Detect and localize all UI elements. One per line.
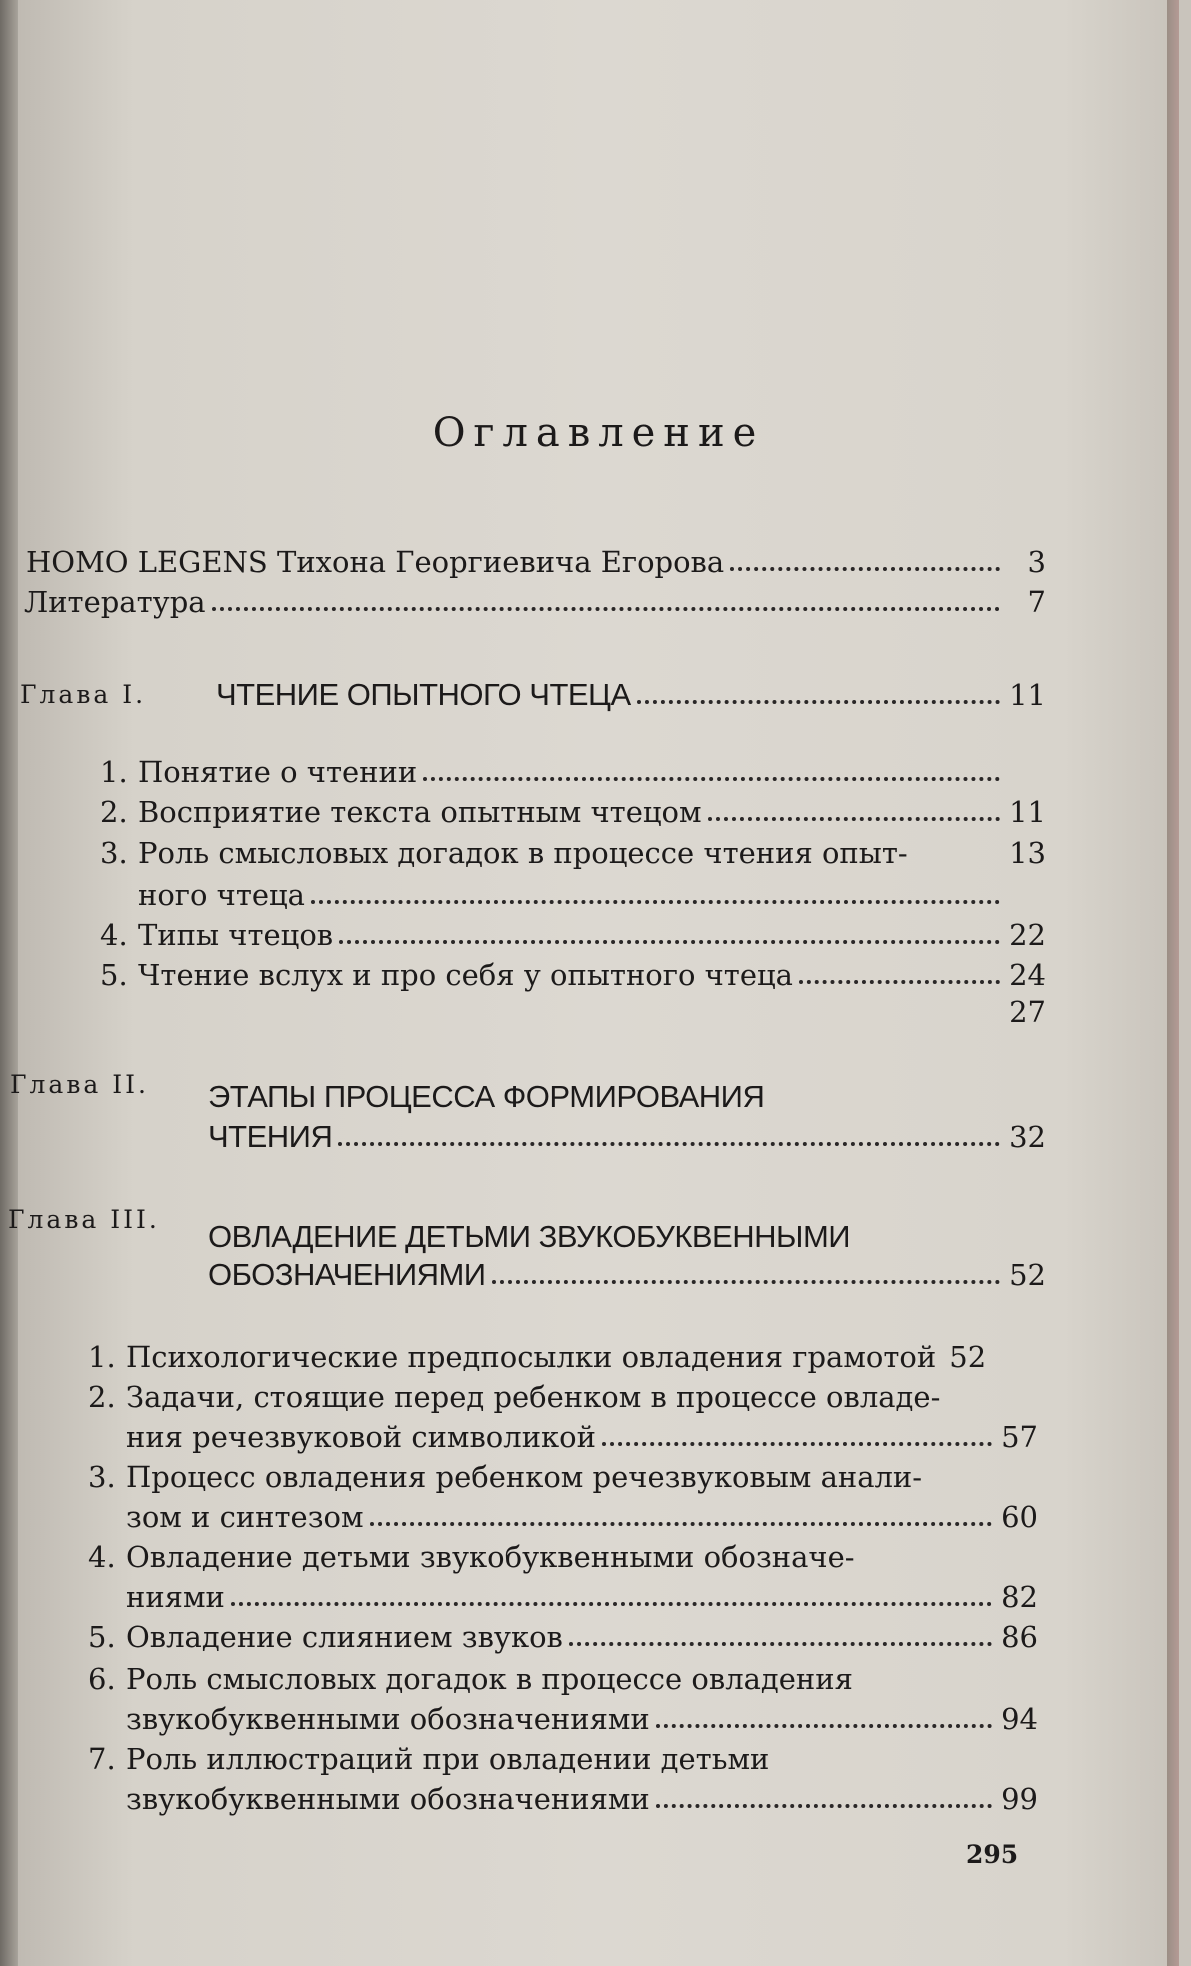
toc-entry-text: Психологические предпосылки овладения грамотой: [126, 1340, 937, 1374]
toc-entry-line: [88, 1540, 855, 1574]
chapter-2-title-line1: ЭТАПЫ ПРОЦЕССА ФОРМИРОВАНИЯ: [208, 1079, 765, 1114]
chapter-2-heading: [208, 1120, 1046, 1154]
dot-leader: [339, 940, 1000, 944]
toc-page-number: 13: [1009, 836, 1046, 870]
toc-entry: [100, 795, 1046, 829]
toc-entry-line: [88, 1380, 940, 1414]
dot-leader: [423, 777, 1000, 781]
toc-entry-line: [88, 1742, 769, 1776]
toc-entry: [126, 1500, 1038, 1534]
dot-leader: [338, 1142, 1000, 1146]
toc-page-number: 3: [1027, 545, 1046, 579]
item-number: 6.: [88, 1662, 116, 1696]
item-number: 4.: [100, 918, 128, 952]
toc-entry-text: Литература: [24, 585, 206, 619]
dot-leader: [730, 567, 1000, 571]
chapter-1-label: Глава I.: [20, 680, 147, 709]
toc-page-number: 52: [1009, 1258, 1046, 1292]
dot-leader: [708, 817, 1000, 821]
toc-entry-text: Роль иллюстраций при овладении детьми: [126, 1742, 770, 1776]
toc-page-number: 52: [949, 1340, 987, 1374]
toc-entry: [88, 1620, 1038, 1654]
toc-entry-line: [88, 1662, 853, 1696]
item-number: 2.: [100, 795, 128, 829]
toc-entry-literature: [24, 585, 1046, 619]
page-title: Оглавление: [432, 410, 765, 456]
chapter-3-title-line1: ОВЛАДЕНИЕ ДЕТЬМИ ЗВУКОБУКВЕННЫМИ: [208, 1219, 851, 1254]
item-number: 3.: [100, 836, 128, 870]
toc-entry-text: Понятие о чтении: [138, 755, 418, 789]
toc-entry-text: Процесс овладения ребенком речезвуковым анали-: [126, 1460, 923, 1494]
toc-entry-line: [88, 1460, 922, 1494]
toc-entry-text: Восприятие текста опытным чтецом: [138, 795, 702, 829]
toc-entry: [138, 878, 1046, 912]
toc-entry: [126, 1420, 1038, 1454]
page-edge: [1167, 0, 1179, 1966]
toc-page-number: 86: [1001, 1620, 1038, 1654]
chapter-1-title: ЧТЕНИЕ ОПЫТНОГО ЧТЕЦА: [216, 677, 631, 712]
toc-page-number: 94: [1001, 1702, 1038, 1736]
toc-entry-text: звукобуквенными обозначениями: [126, 1702, 650, 1736]
item-number: 5.: [88, 1620, 116, 1654]
item-number: 4.: [88, 1540, 116, 1574]
book-spine-shadow: [0, 0, 18, 1966]
dot-leader: [637, 700, 1000, 704]
toc-entry-text: Овладение слиянием звуков: [126, 1620, 563, 1654]
toc-entry: [126, 1580, 1038, 1614]
item-number: 2.: [88, 1380, 116, 1414]
toc-entry-text: звукобуквенными обозначениями: [126, 1782, 650, 1816]
chapter-3-title-line2: ОБОЗНАЧЕНИЯМИ: [208, 1257, 486, 1292]
toc-entry: [100, 755, 1046, 789]
toc-page-number: 57: [1001, 1420, 1038, 1454]
page-number-folio: 295: [966, 1840, 1019, 1869]
dot-leader: [656, 1724, 992, 1728]
toc-entry-text: Роль смысловых догадок в процессе чтения опыт-: [138, 836, 908, 870]
toc-entry-preface: [26, 545, 1046, 579]
chapter-3-label: Глава III.: [8, 1205, 160, 1234]
dot-leader: [212, 607, 1000, 611]
toc-entry-text: зом и синтезом: [126, 1500, 364, 1534]
dot-leader: [492, 1280, 1000, 1284]
toc-page-number: 24: [1009, 958, 1046, 992]
chapter-1-heading: [216, 678, 1046, 712]
toc-entry: [100, 958, 1046, 992]
toc-page-number: 99: [1001, 1782, 1038, 1816]
book-page: [8, 0, 1179, 1966]
toc-page-number: 32: [1009, 1120, 1046, 1154]
item-number: 7.: [88, 1742, 116, 1776]
toc-page-number: 60: [1001, 1500, 1038, 1534]
dot-leader: [569, 1642, 992, 1646]
toc-page-number: 82: [1001, 1580, 1038, 1614]
toc-entry-text: Роль смысловых догадок в процессе овладения: [126, 1662, 853, 1696]
toc-page-number: 27: [1009, 995, 1046, 1029]
dot-leader: [370, 1522, 992, 1526]
toc-entry: [126, 1782, 1038, 1816]
dot-leader: [656, 1804, 992, 1808]
item-number: 3.: [88, 1460, 116, 1494]
item-number: 1.: [100, 755, 128, 789]
toc-page-number: 11: [1009, 678, 1046, 712]
dot-leader: [311, 900, 1000, 904]
toc-entry-text: ного чтеца: [138, 878, 305, 912]
toc-page-slot: [100, 836, 1046, 870]
toc-entry-text: HOMO LEGENS Тихона Георгиевича Егорова: [26, 545, 725, 579]
toc-page-number: 22: [1009, 918, 1046, 952]
toc-entry-text: Овладение детьми звукобуквенными обозначе-: [126, 1540, 855, 1574]
toc-entry: [100, 918, 1046, 952]
toc-entry-text: Чтение вслух и про себя у опытного чтеца: [138, 958, 793, 992]
toc-page-number: 11: [1009, 795, 1046, 829]
item-number: 1.: [88, 1340, 116, 1374]
dot-leader: [799, 980, 1000, 984]
toc-entry: [126, 1702, 1038, 1736]
toc-page-slot: [948, 995, 1046, 1029]
chapter-2-title-line2: ЧТЕНИЯ: [208, 1119, 333, 1154]
toc-page-number: 7: [1027, 585, 1046, 619]
toc-entry-text: Задачи, стоящие перед ребенком в процессе овладе-: [126, 1380, 941, 1414]
toc-entry: [88, 1340, 1038, 1374]
chapter-2-label: Глава II.: [10, 1070, 149, 1099]
toc-entry-text: ниями: [126, 1580, 225, 1614]
dot-leader: [602, 1442, 992, 1446]
dot-leader: [231, 1602, 992, 1606]
toc-entry-text: ния речезвуковой символикой: [126, 1420, 596, 1454]
item-number: 5.: [100, 958, 128, 992]
chapter-3-heading: [208, 1258, 1046, 1292]
toc-entry-text: Типы чтецов: [138, 918, 334, 952]
